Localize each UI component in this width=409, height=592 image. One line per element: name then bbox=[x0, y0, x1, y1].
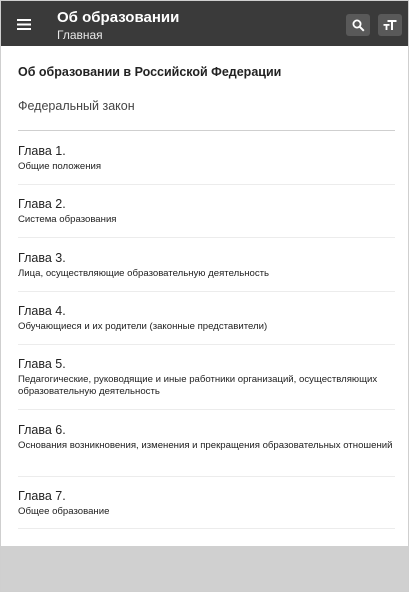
app-bar-titles bbox=[57, 9, 179, 43]
chapter-title: Глава 3. bbox=[18, 251, 66, 265]
chapter-title: Глава 7. bbox=[18, 489, 66, 503]
divider bbox=[18, 130, 395, 131]
menu-button[interactable] bbox=[11, 11, 37, 37]
chapter-title: Глава 5. bbox=[18, 357, 66, 371]
document-kind: Федеральный закон bbox=[18, 99, 135, 113]
chapter-description: Общие положения bbox=[18, 161, 102, 172]
search-icon bbox=[352, 19, 365, 32]
chapter-description: Обучающиеся и их родители (законные представители) bbox=[18, 321, 268, 332]
menu-icon bbox=[17, 19, 31, 30]
search-button[interactable] bbox=[346, 14, 370, 36]
chapter-item[interactable] bbox=[18, 489, 395, 529]
content-area bbox=[1, 46, 408, 546]
bottom-area bbox=[1, 546, 408, 591]
chapter-item[interactable] bbox=[18, 144, 395, 185]
text-size-button[interactable] bbox=[378, 14, 402, 36]
chapter-item[interactable] bbox=[18, 251, 395, 292]
chapter-item[interactable] bbox=[18, 304, 395, 345]
chapter-description: Общее образование bbox=[18, 506, 110, 517]
chapter-item[interactable] bbox=[18, 357, 395, 410]
chapter-description: Педагогические, руководящие и иные работники организаций, осуществляющих образовательную деятельность bbox=[18, 374, 378, 397]
chapter-description: Система образования bbox=[18, 214, 117, 225]
chapter-title: Глава 4. bbox=[18, 304, 66, 318]
chapter-title: Глава 1. bbox=[18, 144, 66, 158]
app-title: Об образовании bbox=[57, 9, 180, 26]
chapter-description: Основания возникновения, изменения и прекращения образовательных отношений bbox=[18, 440, 393, 451]
chapter-title: Глава 2. bbox=[18, 197, 66, 211]
chapter-item[interactable] bbox=[18, 197, 395, 238]
app-bar bbox=[1, 1, 408, 46]
text-size-icon bbox=[383, 19, 397, 31]
app-subtitle: Главная bbox=[57, 28, 103, 42]
chapter-description: Лица, осуществляющие образовательную деятельность bbox=[18, 268, 270, 279]
chapter-item[interactable] bbox=[18, 423, 395, 477]
document-title: Об образовании в Российской Федерации bbox=[18, 65, 282, 79]
chapter-title: Глава 6. bbox=[18, 423, 66, 437]
